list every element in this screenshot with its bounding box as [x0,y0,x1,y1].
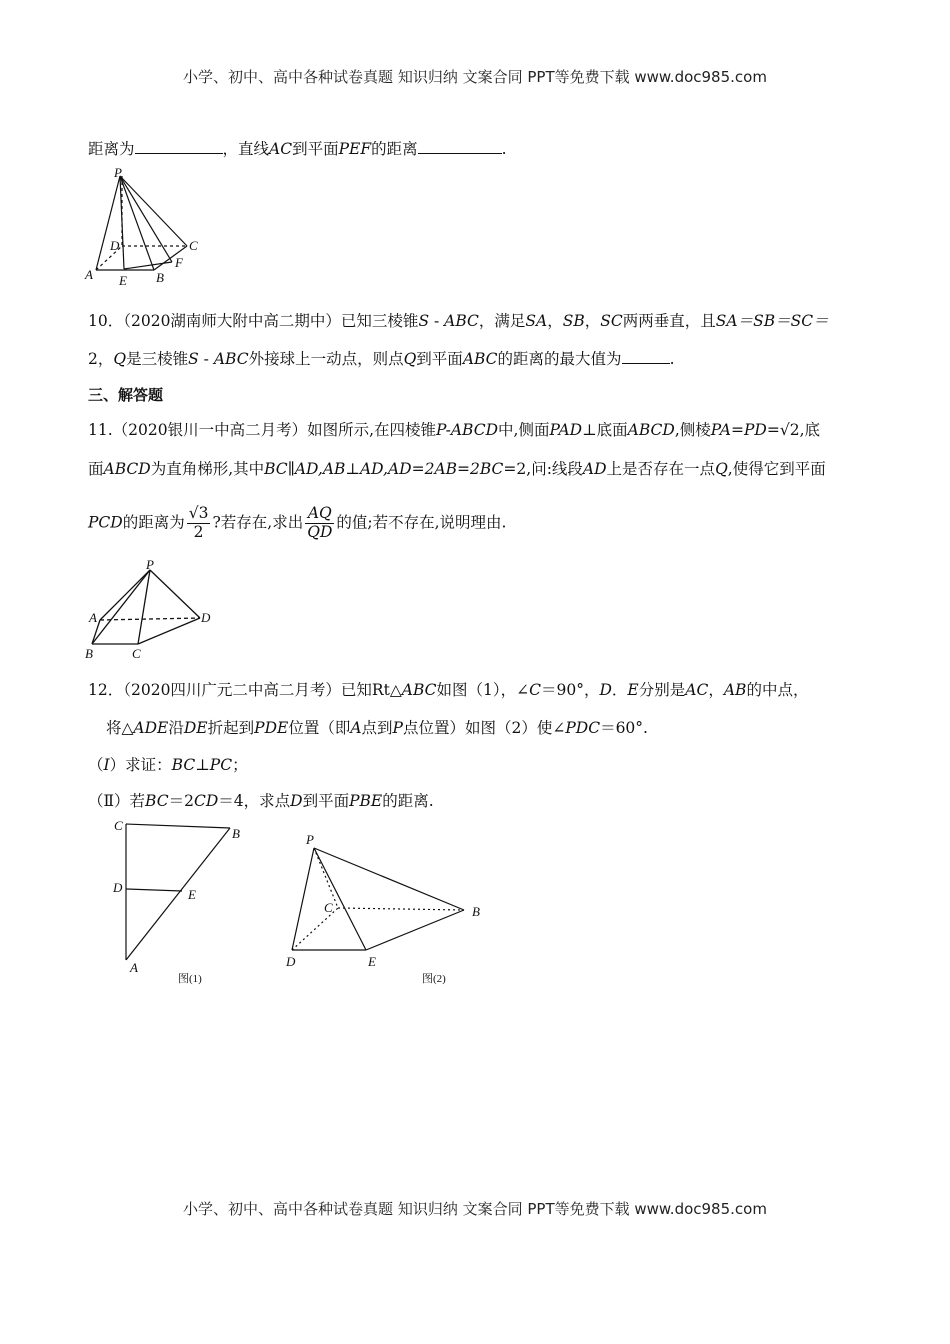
math: Q [403,350,417,368]
math: PBE [349,792,383,810]
text: 到平面 [292,140,339,158]
text: ， [547,312,563,330]
text: 如图（1），∠ [436,681,530,699]
numerator: AQ [305,505,334,524]
math: C [529,681,541,699]
text: 为直角梯形,其中 [150,460,265,478]
text: （2020四川广元二中高二月考）已知Rt△ [123,681,402,699]
vertex-label-b: B [232,826,240,841]
text: - [429,312,445,330]
figure-pyramid-1 [84,166,214,290]
vertex-label-p: P [114,166,122,180]
denominator: QD [307,522,333,541]
text: 2， [88,350,114,368]
text: ，直线 [222,140,270,158]
math: E [627,681,639,699]
answer-blank[interactable] [622,349,670,364]
math: D [599,681,612,699]
math: BC⊥PC [171,756,233,774]
text: 的距离的最大值为 [497,350,622,368]
text: ＝90°， [540,681,600,699]
vertex-label-a: A [85,267,93,282]
text: . [501,140,507,158]
math: BC [145,792,169,810]
math: D [290,792,303,810]
q10-line-2 [88,347,675,369]
math: ABC [444,312,479,330]
text: ， [584,312,601,330]
answer-blank[interactable] [418,139,502,154]
text: ． [611,681,628,699]
math: BC∥AD,AB⊥AD,AD=2AB=2BC [264,460,504,478]
math: ABC [213,350,249,368]
figure-caption: 图(1) [178,973,202,985]
vertex-label-a: A [130,960,138,975]
text: 沿 [168,719,184,737]
math: PEF [338,140,372,158]
math: S [418,312,430,330]
text: ＝60°. [600,719,648,737]
text: 的值;若不存在,说明理由. [336,513,507,532]
math: SC [600,312,623,330]
fraction-sqrt3-over-2 [187,505,211,542]
q12-part-1 [88,753,248,775]
q11-line-1 [88,418,820,440]
fraction-aq-over-qd [305,505,334,542]
text: 外接球上一动点，则点 [248,350,404,368]
math: PDC [565,719,601,737]
vertex-label-b: B [156,270,164,285]
figure-pyramid-2 [84,558,224,666]
text: ＝2 [168,792,194,810]
math: AD [582,460,607,478]
math: ABCD [627,421,675,439]
math: SA [525,312,548,330]
vertex-label-p: P [146,558,154,572]
math: DE [183,719,208,737]
text: 点到 [361,719,393,737]
math: SB [562,312,585,330]
text: 中,侧面 [498,421,550,439]
vertex-label-a: A [89,610,97,625]
text: I [103,756,110,774]
vertex-label-d: D [110,238,120,253]
text: 是三棱锥 [126,350,189,368]
q12-line-1 [88,678,808,700]
math: AB [723,681,747,699]
math: SA＝SB＝SC＝ [715,312,829,330]
text: 的距离. [382,792,434,810]
text: 到平面 [416,350,463,368]
numerator: √3 [188,504,209,522]
math: Q [113,350,127,368]
vertex-label-d: D [113,880,123,895]
text: 距离为 [88,140,135,158]
vertex-label-e: E [368,954,376,969]
math: PAD [549,421,583,439]
math: Q [715,460,728,478]
text: . [669,350,675,368]
math: ABC [401,681,437,699]
text: =2,问:线段 [503,460,583,478]
vertex-label-e: E [119,273,127,288]
question-number: 10． [88,312,124,330]
text: 折起到 [207,719,255,737]
vertex-label-b: B [472,904,480,919]
math: ABC [462,350,498,368]
text: ）求证： [109,756,172,774]
vertex-label-b: B [85,646,93,661]
denominator: 2 [193,522,204,541]
text: 上是否存在一点 [606,460,716,478]
math: PA=PD= [710,421,780,439]
math: S [188,350,199,368]
math: AC [685,681,709,699]
text: 的距离 [371,140,418,158]
text: ， [708,681,724,699]
text: 的中点， [746,681,809,699]
math: ABCD [103,460,151,478]
figure-pyramid-3 [282,826,492,988]
section-heading: 三、解答题 [88,386,164,404]
text: ，满足 [478,312,526,330]
text: 面 [88,460,104,478]
math: P-ABCD [436,421,499,439]
q11-line-3 [88,505,506,542]
text: （2020湖南师大附中高二期中）已知三棱锥 [123,312,419,330]
text: 两两垂直，且 [622,312,716,330]
math: CD [193,792,219,810]
q12-line-2 [106,716,648,738]
text: （2020银川一中高二月考）如图所示,在四棱锥 [112,421,437,439]
math: A [350,719,362,737]
math: P [392,719,403,737]
figure-caption: 图(2) [422,973,446,985]
vertex-label-c: C [189,238,198,253]
text: （ [88,756,104,774]
text: 到平面 [302,792,350,810]
math: ADE [133,719,169,737]
vertex-label-c: C [114,818,123,833]
math: AC [269,140,293,158]
page-footer: 小学、初中、高中各种试卷真题 知识归纳 文案合同 PPT等免费下载 www.doc985.com [183,1200,767,1218]
vertex-label-f: F [175,255,183,270]
vertex-label-p: P [306,832,314,847]
text: ,底 [799,421,820,439]
text: ⊥底面 [582,421,628,439]
text: 点位置）如图（2）使∠ [402,719,566,737]
vertex-label-e: E [188,887,196,902]
text: 的距离为 [122,513,185,532]
text: ,侧棱 [674,421,711,439]
text: （Ⅱ）若 [88,792,146,810]
math: PCD [88,513,123,532]
vertex-label-d: D [201,610,211,625]
text: ?若存在,求出 [212,513,304,532]
q11-line-2 [88,457,826,479]
answer-blank[interactable] [135,139,223,154]
question-number: 11. [88,421,113,439]
text: - [198,350,214,368]
question-number: 12． [88,681,124,699]
text: 将△ [106,719,134,737]
vertex-label-c: C [132,646,141,661]
q12-part-2 [88,789,434,811]
text: 分别是 [638,681,686,699]
q9-tail [88,137,507,159]
figure-triangle-1 [108,814,248,988]
text: ； [232,756,248,774]
vertex-label-d: D [286,954,296,969]
math-sqrt: √2 [779,421,800,439]
text: 位置（即 [288,719,351,737]
text: ＝4，求点 [218,792,291,810]
page-header: 小学、初中、高中各种试卷真题 知识归纳 文案合同 PPT等免费下载 www.doc985.com [183,68,767,86]
vertex-label-c: C [324,900,333,915]
math: PDE [254,719,289,737]
text: ,使得它到平面 [727,460,826,478]
q10-line-1 [88,309,829,331]
